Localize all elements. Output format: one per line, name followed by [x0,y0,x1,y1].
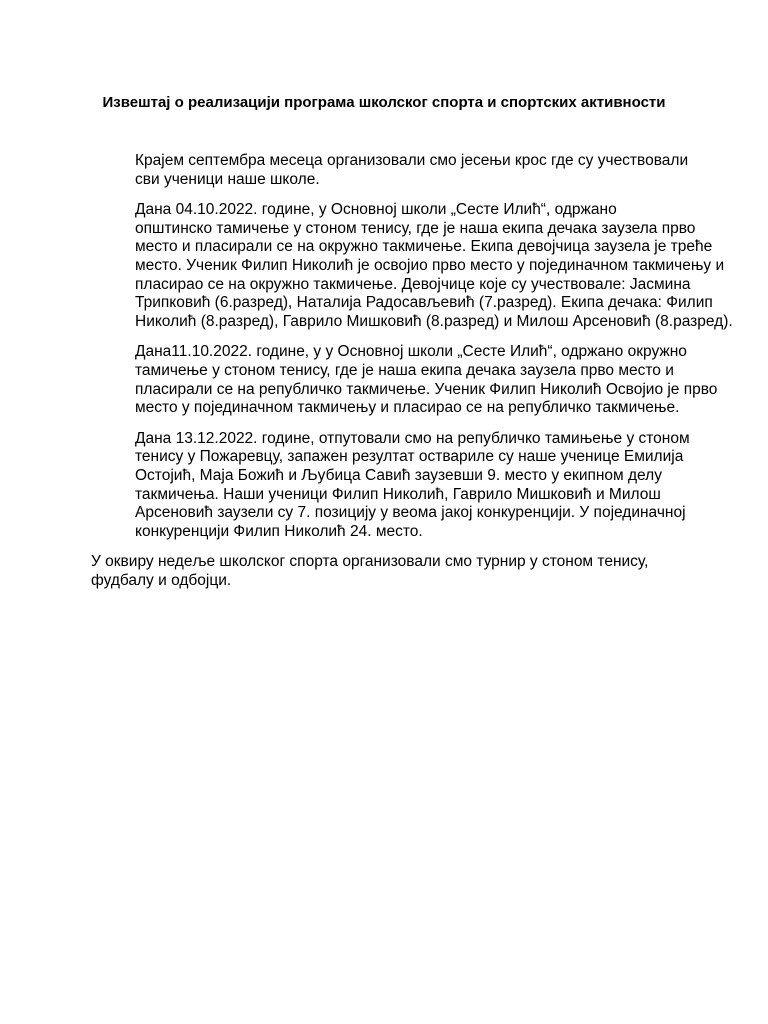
document-body [91,152,733,602]
text-line: Трипковић (6.разред), Наталија Радосављевић (7.разред). Екипа дечака: Филип [135,294,713,312]
text-line: место у појединачном такмичењу и пласирао се на републичко такмичење. [135,399,680,417]
text-line: Арсеновић заузели су 7. позицију у веома јакој конкуренцији. У појединачној [135,504,686,522]
paragraph-3 [91,343,718,417]
text-line: Дана 13.12.2022. године, отпутовали смо на републичко тамињење у стоном [135,429,690,447]
text-line: место. Ученик Филип Николић је освојио прво место у појединачном такмичењу и [135,256,725,274]
text-line: фудбалу и одбојци. [91,571,232,589]
text-line: тенису у Пожаревцу, запажен резултат оствариле су наше ученице Емилија [135,448,684,466]
paragraph-4 [91,430,691,542]
text-line: Дана 04.10.2022. године, у Основној школи „Сесте Илић“, одржано [135,201,617,219]
text-line: Крајем септембра месеца организовали смо јесењи крос где су учествовали [135,152,689,169]
text-line: пласирали се на републичко такмичење. Ученик Филип Николић Освојио је прво [135,380,718,398]
text-line: општинско тамичење у стоном тенису, где је наша екипа дечака заузела прво [135,219,696,237]
text-line: У оквиру недеље школског спорта организовали смо турнир у стоном тенису, [91,553,649,571]
document-title: Извештај о реализацији програма школског спорта и спортских активности [102,94,666,111]
text-line: конкуренцији Филип Николић 24. место. [135,522,423,540]
text-line: пласирао се на окружно такмичење. Девојчице које су учествовале: Јасмина [135,275,691,293]
text-line: тамичење у стоном тенису, где је наша екипа дечака заузела прво место и [135,361,674,379]
paragraph-2 [91,201,733,331]
text-line: Остојић, Маја Божић и Љубица Савић заузевши 9. место у екипном делу [135,466,662,484]
text-line: такмичења. Наши ученици Филип Николић, Гаврило Мишковић и Милош [135,485,661,503]
paragraph-1 [91,152,691,189]
text-line: Дана11.10.2022. године, у у Основној школи „Сесте Илић“, одржано окружно [135,343,687,361]
text-line: сви ученици наше школе. [135,170,320,188]
text-line: место и пласирали се на окружно такмичење. Екипа девојчица заузела је треће [135,238,713,256]
paragraph-5 [91,553,691,590]
text-line: Николић (8.разред), Гаврило Мишковић (8.разред) и Милош Арсеновић (8.разред). [135,312,733,330]
